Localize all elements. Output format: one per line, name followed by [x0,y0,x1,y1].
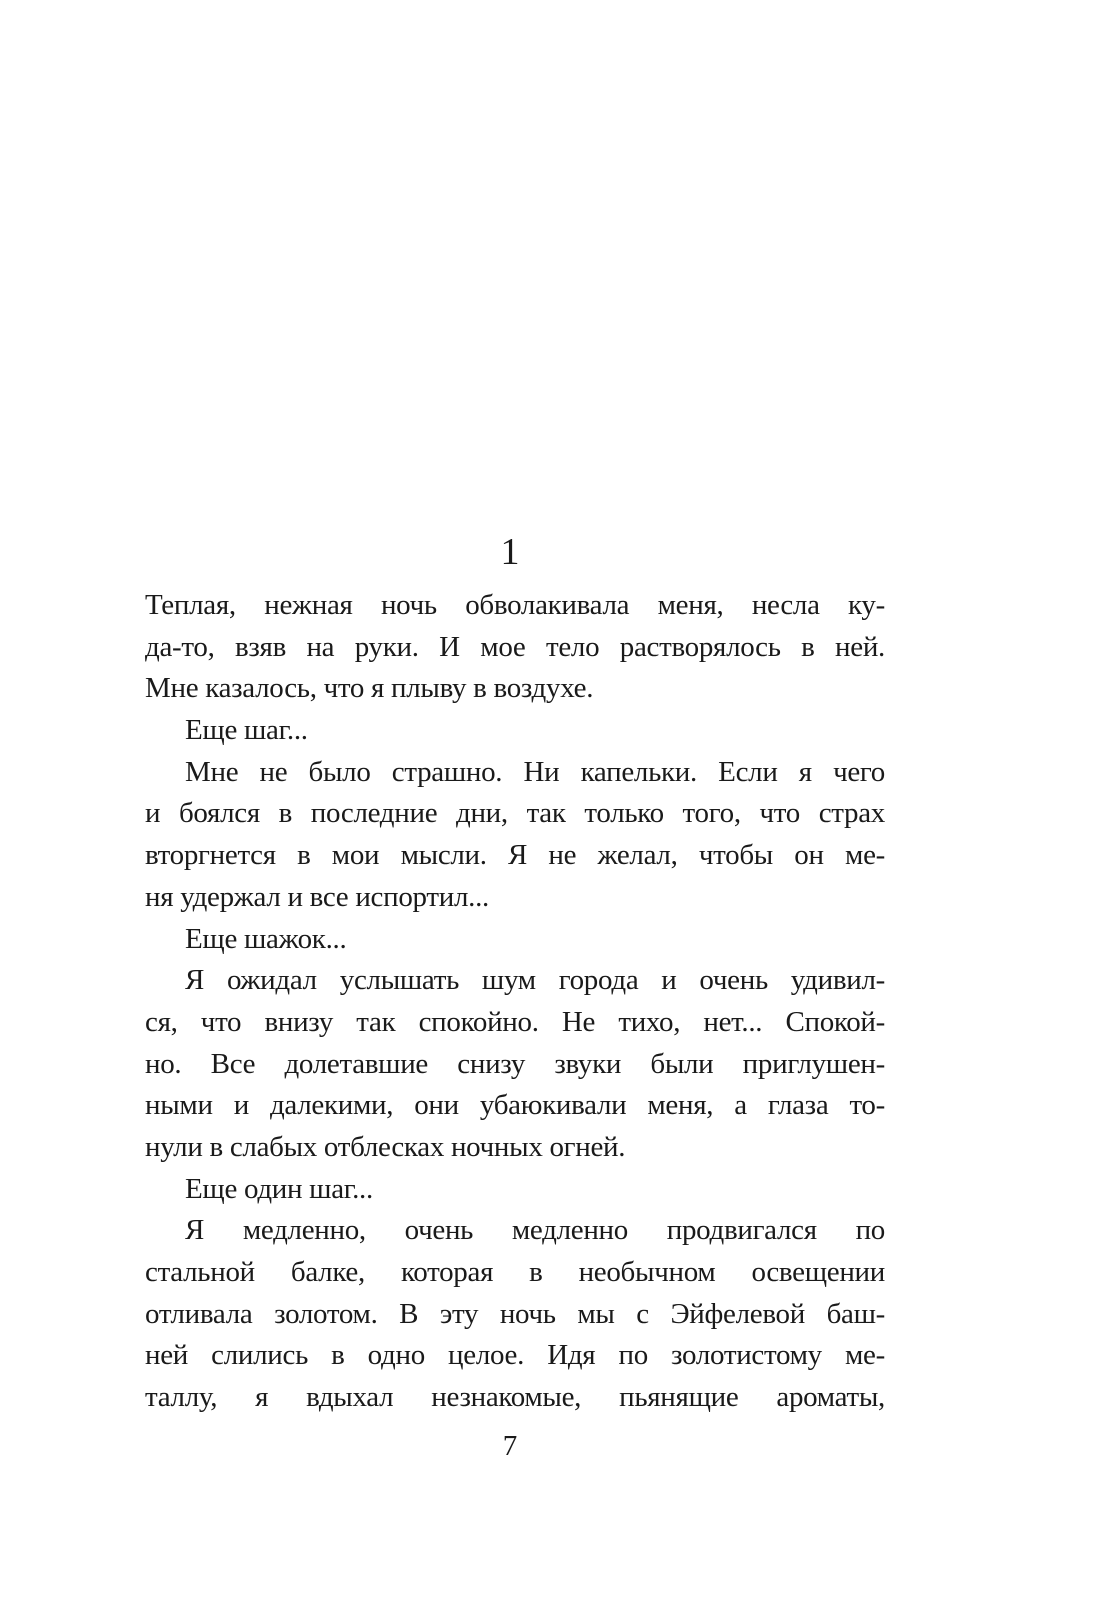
text-line: ся, что внизу так спокойно. Не тихо, нет... Спокой- [145,1005,885,1038]
text-line: ня удержал и все испортил... [145,880,489,913]
text-line: да-то, взяв на руки. И мое тело растворялось в ней. [145,630,885,663]
page-number: 7 [502,1430,518,1462]
text-line: нули в слабых отблесках ночных огней. [145,1130,626,1163]
text-line: Теплая, нежная ночь обволакивала меня, несла ку- [145,589,885,621]
text-line: ными и далекими, они убаюкивали меня, а глаза то- [145,1089,885,1122]
text-line: отливала золотом. В эту ночь мы с Эйфелевой баш- [145,1297,885,1330]
text-line: Еще один шаг... [185,1172,373,1205]
text-line: стальной балке, которая в необычном освещении [145,1256,885,1288]
text-line: вторгнется в мои мысли. Я не желал, чтобы он ме- [145,839,885,872]
body-text [145,585,885,1419]
text-line: но. Все долетавшие снизу звуки были приглушен- [145,1047,885,1080]
text-line: Я медленно, очень медленно продвигался по [185,1214,885,1247]
text-line: Еще шаг... [185,714,308,747]
text-line: и боялся в последние дни, так только того, что страх [145,797,885,830]
text-line: Мне не было страшно. Ни капельки. Если я чего [185,755,885,788]
text-line: таллу, я вдыхал незнакомые, пьянящие ароматы, [145,1381,885,1414]
chapter-number: 1 [500,531,520,573]
text-line: ней слились в одно целое. Идя по золотистому ме- [145,1339,885,1372]
text-line: Я ожидал услышать шум города и очень удивил- [185,964,885,997]
text-line: Еще шажок... [185,922,347,955]
text-line: Мне казалось, что я плыву в воздухе. [145,672,594,705]
